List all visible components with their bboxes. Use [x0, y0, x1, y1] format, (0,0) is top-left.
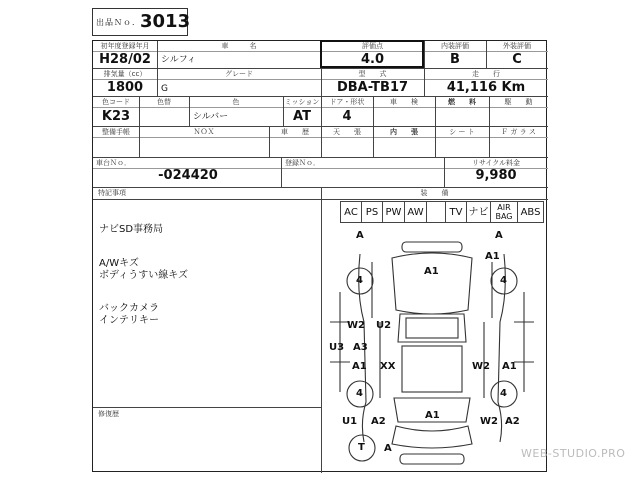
header-color-code: 色コード — [102, 98, 130, 106]
header-drive: 駆 動 — [504, 98, 533, 106]
damage-mark: U2 — [376, 320, 392, 331]
damage-mark: W2 — [347, 320, 365, 331]
displacement-value: 1800 — [106, 80, 144, 95]
header-equipment: 装 備 — [420, 189, 449, 197]
header-exterior-grade: 外装評価 — [503, 42, 531, 50]
tire-front-right: 4 — [500, 275, 507, 286]
equipment-ps: PS — [361, 201, 383, 223]
header-nox: ＮＯＸ — [193, 128, 215, 136]
lot-number-label: 出品Ｎｏ． — [96, 18, 141, 27]
spare-tire-mark: T — [358, 442, 365, 453]
equipment-airbag: AIR BAG — [490, 201, 518, 223]
grade-value: G — [161, 84, 168, 94]
tire-front-left: 4 — [356, 275, 363, 286]
damage-mark: A2 — [505, 416, 520, 427]
damage-mark: XX — [380, 361, 396, 372]
header-ceiling: 天 張 — [333, 128, 361, 136]
equipment-tv: TV — [445, 201, 467, 223]
header-special-notes: 特記事項 — [98, 189, 126, 197]
equipment-blank — [426, 201, 446, 223]
note-back-camera: バックカメラ — [99, 303, 159, 314]
damage-mark: U3 — [329, 342, 345, 353]
equipment-ac: AC — [340, 201, 362, 223]
header-registration-number: 登録Ｎｏ． — [285, 159, 320, 167]
car-name-value: シルフィ — [161, 55, 197, 65]
transmission-value: AT — [293, 109, 311, 124]
color-value: シルバー — [193, 112, 229, 122]
header-car-name: 車 名 — [221, 42, 257, 50]
header-door-shape: ドア・形状 — [329, 98, 365, 106]
model-code-value: DBA-TB17 — [336, 80, 409, 95]
damage-mark: W2 — [480, 416, 498, 427]
header-interior-grade: 内装評価 — [441, 42, 469, 50]
note-body-scratch: ボディうすい線キズ — [99, 270, 188, 281]
damage-mark: W2 — [472, 361, 490, 372]
damage-mark: A3 — [353, 342, 368, 353]
chassis-number-value: -024420 — [158, 168, 218, 183]
damage-mark: A — [384, 443, 392, 454]
header-front-glass: Ｆ ガ ラ ス — [501, 128, 536, 136]
damage-mark: A1 — [485, 251, 500, 262]
damage-mark: A1 — [424, 266, 439, 277]
damage-mark: A2 — [371, 416, 386, 427]
header-color: 色 — [232, 98, 240, 106]
equipment-navi: ナビ — [466, 201, 491, 223]
header-displacement: 排気量（cc） — [103, 70, 147, 78]
score-highlight-box — [320, 40, 424, 68]
score-value: 4.0 — [360, 52, 385, 67]
header-model-code: 型 式 — [358, 70, 387, 78]
header-first-registration: 初年度登録年月 — [100, 42, 150, 50]
header-grade: グレード — [225, 70, 253, 78]
damage-mark: U1 — [342, 416, 358, 427]
header-seat: シ ー ト — [449, 128, 475, 136]
first-registration-value: H28/02 — [99, 52, 151, 67]
header-chassis-number: 車台Ｎｏ． — [96, 159, 131, 167]
damage-mark: A — [356, 230, 364, 241]
tire-rear-right: 4 — [500, 388, 507, 399]
header-maintenance-book: 整備手帳 — [102, 128, 130, 136]
header-mileage: 走 行 — [472, 70, 500, 78]
lot-number: 3013 — [140, 11, 191, 32]
exterior-grade-value: C — [512, 52, 522, 67]
header-color-change: 色替 — [157, 98, 171, 106]
header-recycle-fee: リサイクル料金 — [471, 159, 521, 167]
note-navi: ナビSD事務局 — [99, 224, 164, 235]
damage-mark: A — [495, 230, 503, 241]
watermark: WEB-STUDIO.PRO — [521, 447, 626, 460]
door-count-value: 4 — [342, 109, 352, 124]
header-repair-history: 修復歴 — [98, 410, 119, 418]
note-aw-scratch: A/Wキズ — [99, 258, 139, 269]
header-inspection: 車 検 — [390, 98, 418, 106]
header-interior-trim: 内 張 — [390, 128, 418, 136]
header-fuel: 燃 料 — [448, 98, 476, 106]
recycle-fee-value: 9,980 — [475, 168, 517, 183]
damage-mark: A1 — [352, 361, 367, 372]
equipment-pw: PW — [382, 201, 405, 223]
note-smart-key: インテリキー — [99, 315, 159, 326]
damage-mark: A1 — [425, 410, 440, 421]
equipment-abs: ABS — [517, 201, 544, 223]
color-code-value: K23 — [101, 109, 131, 124]
tire-rear-left: 4 — [356, 388, 363, 399]
interior-grade-value: B — [450, 52, 460, 67]
mileage-value: 41,116 Km — [446, 80, 526, 95]
header-transmission: ミッション — [284, 98, 320, 106]
header-score: 評価点 — [362, 42, 383, 50]
header-car-history: 車 歴 — [281, 128, 309, 136]
equipment-aw: AW — [404, 201, 427, 223]
damage-mark: A1 — [502, 361, 517, 372]
